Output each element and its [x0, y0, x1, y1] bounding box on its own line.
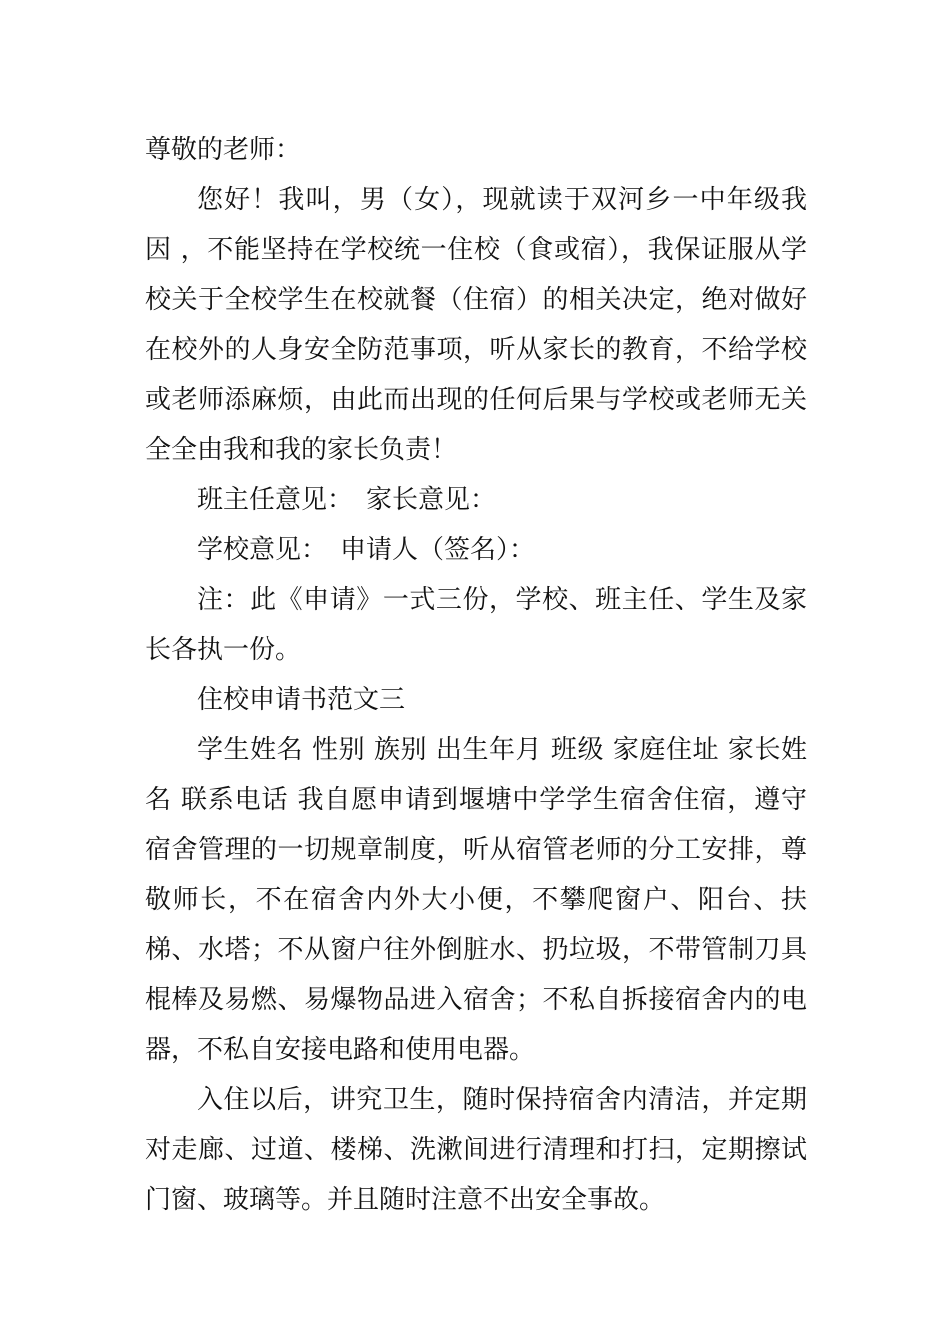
document-page: [145, 125, 807, 1225]
paragraph-school-opinion-signature: 学校意见： 申请人（签名）：: [197, 535, 536, 565]
paragraph-hygiene: 入住以后，讲究卫生，随时保持宿舍内清洁，并定期对走廊、过道、楼梯、洗漱间进行清理和打扫，定期擦试门窗、玻璃等。并且随时注意不出安全事故。: [145, 1085, 807, 1215]
paragraph-note: 注：此《申请》一式三份，学校、班主任、学生及家长各执一份。: [145, 585, 807, 665]
paragraph-teacher-parent-opinion: 班主任意见： 家长意见：: [197, 485, 497, 515]
salutation: 尊敬的老师：: [145, 135, 302, 165]
section-heading: 住校申请书范文三: [197, 685, 406, 715]
paragraph-greeting: 您好！我叫，男（女），现就读于双河乡一中年级我因 ，不能坚持在学校统一住校（食或宿），我保证服从学校关于全校学生在校就餐（住宿）的相关决定，绝对做好在校外的人身安全防范事项，听从家长的教育，不给学校或老师添麻烦，由此而出现的任何后果与学校或老师无关全全由我和我的家长负责！: [145, 185, 807, 465]
paragraph-student-info: 学生姓名 性别 族别 出生年月 班级 家庭住址 家长姓名 联系电话 我自愿申请到堰塘中学学生宿舍住宿，遵守宿舍管理的一切规章制度，听从宿管老师的分工安排，尊敬师长，不在宿舍内外大小便，不攀爬窗户、阳台、扶梯、水塔；不从窗户往外倒脏水、扔垃圾，不带管制刀具棍棒及易燃、易爆物品进入宿舍；不私自拆接宿舍内的电器，不私自安接电路和使用电器。: [145, 735, 807, 1065]
